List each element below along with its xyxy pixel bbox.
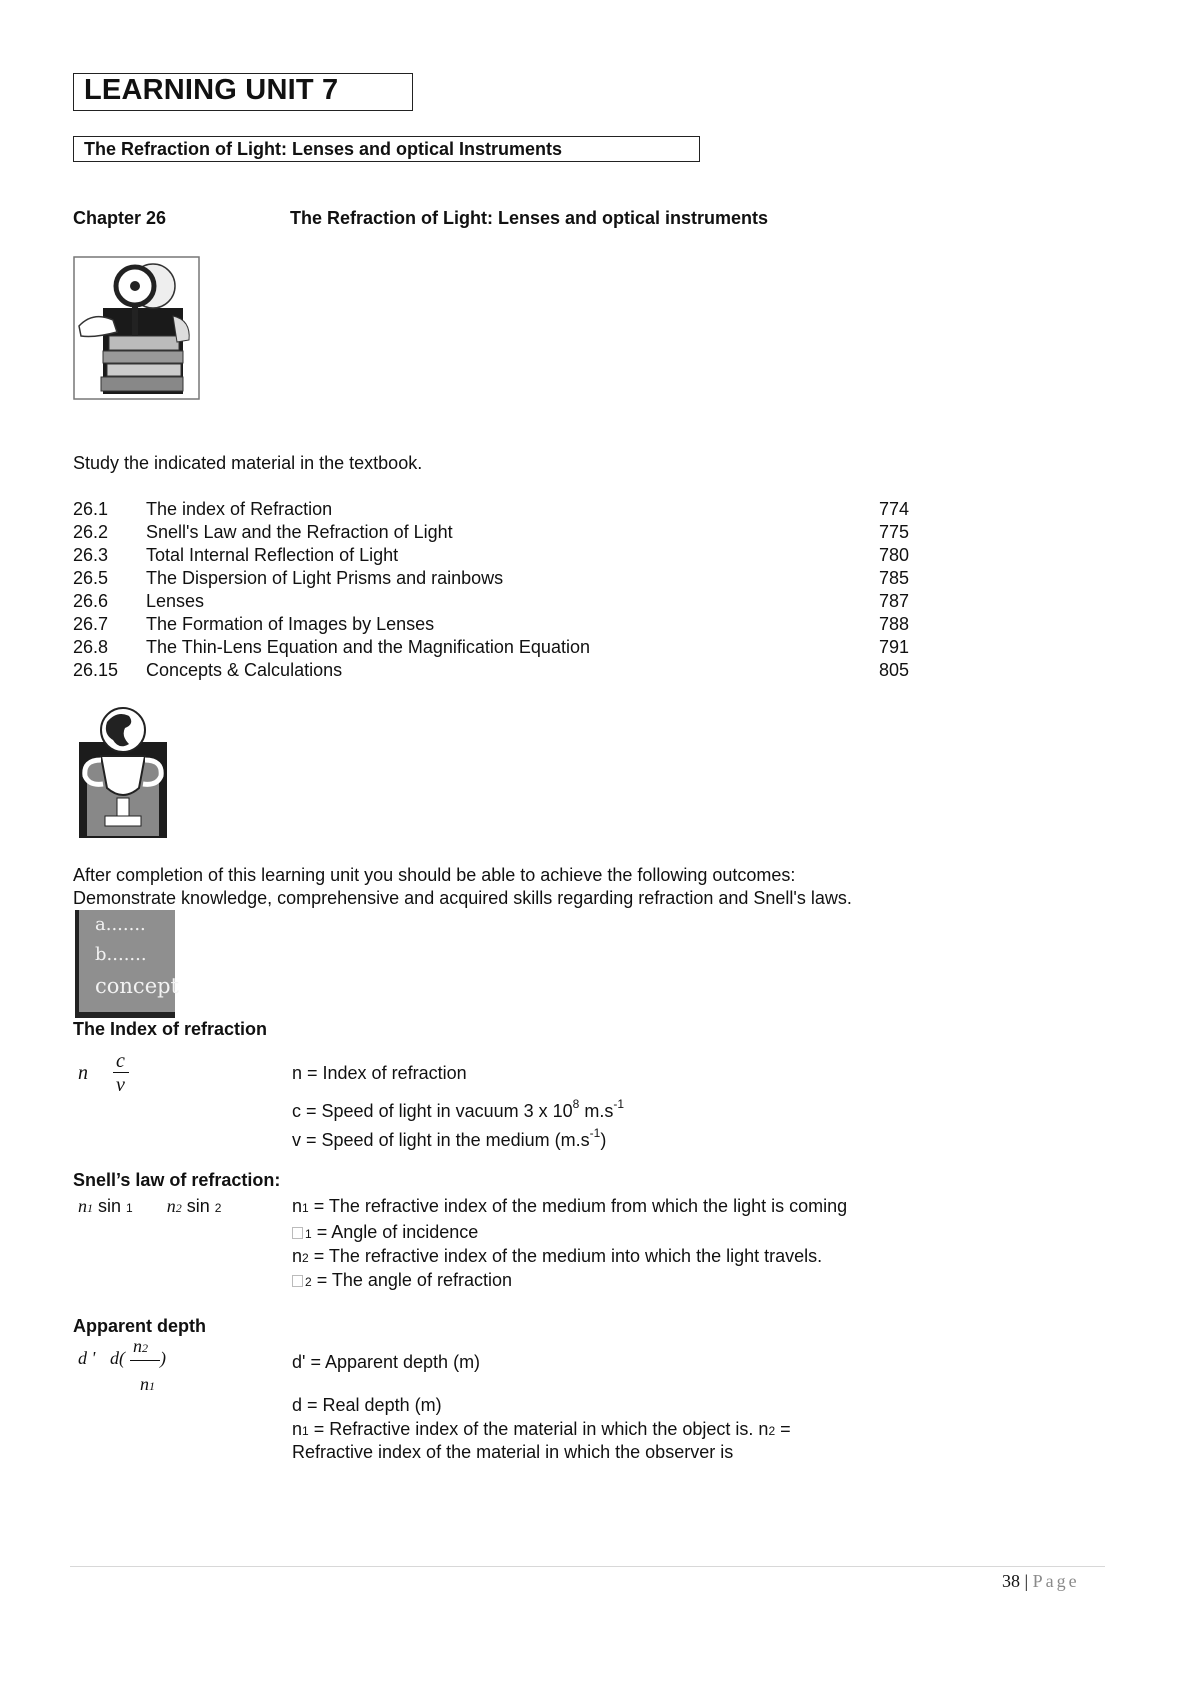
snell-def-1-text: = The refractive index of the medium from which the light is coming bbox=[308, 1196, 848, 1216]
unit-title: LEARNING UNIT 7 bbox=[84, 74, 339, 106]
toc-page: 780 bbox=[879, 545, 910, 565]
toc-item bbox=[0, 614, 1200, 637]
snell-theta1-sub: 1 bbox=[126, 1201, 133, 1215]
toc-page: 791 bbox=[879, 637, 910, 657]
def-c-text: c = Speed of light in vacuum 3 x 10 bbox=[292, 1101, 573, 1121]
toc-number: 26.8 bbox=[73, 637, 109, 657]
depth-formula-close: ) bbox=[160, 1348, 166, 1368]
toc-item bbox=[0, 499, 1200, 522]
toc-page: 775 bbox=[879, 522, 910, 542]
toc-page: 805 bbox=[879, 660, 910, 680]
snell-n1-sub: 1 bbox=[87, 1201, 93, 1215]
def-v-exponent: -1 bbox=[589, 1126, 601, 1140]
depth-num-n: n bbox=[133, 1336, 142, 1356]
study-intro: Study the indicated material in the textbook. bbox=[73, 453, 423, 473]
depth-den-sub: 1 bbox=[149, 1379, 155, 1393]
toc-title: The Thin-Lens Equation and the Magnification Equation bbox=[146, 637, 590, 657]
toc-item bbox=[0, 591, 1200, 614]
depth-def-3 bbox=[292, 1419, 791, 1440]
toc-page: 774 bbox=[879, 499, 910, 519]
toc-title: The Dispersion of Light Prisms and rainbows bbox=[146, 568, 504, 588]
chapter-title: The Refraction of Light: Lenses and optical instruments bbox=[290, 208, 769, 228]
toc-page: 788 bbox=[879, 614, 910, 634]
theta-symbol-icon bbox=[292, 1227, 303, 1239]
depth-def-3-text: = Refractive index of the material in which the object is. n bbox=[308, 1419, 769, 1439]
unit-subtitle: The Refraction of Light: Lenses and optical Instruments bbox=[84, 139, 563, 159]
depth-formula-dprime: d ' bbox=[78, 1348, 96, 1368]
index-formula-n: n bbox=[78, 1062, 88, 1084]
depth-num-sub: 2 bbox=[142, 1341, 148, 1355]
toc-item bbox=[0, 522, 1200, 545]
chapter-label: Chapter 26 bbox=[73, 208, 167, 228]
toc-title: Snell's Law and the Refraction of Light bbox=[146, 522, 453, 542]
depth-formula-den bbox=[140, 1374, 155, 1395]
toc-number: 26.2 bbox=[73, 522, 109, 542]
depth-heading: Apparent depth bbox=[73, 1316, 206, 1336]
snell-n2-sub: 2 bbox=[175, 1201, 182, 1215]
def-c-unit-exponent: -1 bbox=[613, 1097, 625, 1111]
def-c-unit: m.s bbox=[579, 1101, 614, 1121]
toc-item bbox=[0, 568, 1200, 591]
depth-formula bbox=[78, 1336, 188, 1396]
outcomes-trophy-icon bbox=[73, 706, 173, 840]
outcomes-line-1: After completion of this learning unit you should be able to achieve the following outcomes: bbox=[73, 865, 796, 885]
toc-page: 787 bbox=[879, 591, 910, 611]
def-c bbox=[292, 1097, 625, 1122]
depth-def-2: d = Real depth (m) bbox=[292, 1395, 442, 1415]
page-word: Page bbox=[1032, 1571, 1080, 1591]
index-heading: The Index of refraction bbox=[73, 1019, 268, 1039]
depth-def-3-sub2: 2 bbox=[768, 1424, 776, 1438]
snell-def-3-text: = The refractive index of the medium into which the light travels. bbox=[308, 1246, 823, 1266]
toc-item bbox=[0, 637, 1200, 660]
snell-def-3 bbox=[292, 1246, 822, 1267]
concept-icon bbox=[75, 910, 179, 1018]
snell-def-4 bbox=[292, 1270, 512, 1291]
snell-sin1: sin bbox=[93, 1196, 127, 1216]
snell-theta2-sub: 2 bbox=[214, 1201, 222, 1215]
index-formula-bar bbox=[113, 1072, 129, 1073]
snell-heading: Snell’s law of refraction: bbox=[73, 1170, 281, 1190]
index-formula-c: c bbox=[116, 1050, 125, 1072]
concept-icon-b: b....... bbox=[95, 944, 147, 965]
snell-def-4-sub: 2 bbox=[305, 1275, 312, 1289]
snell-def-4-text: = The angle of refraction bbox=[311, 1270, 512, 1290]
footer-divider bbox=[70, 1566, 1105, 1567]
index-formula-v: v bbox=[116, 1074, 125, 1096]
snell-def-2 bbox=[292, 1222, 478, 1243]
def-n: n = Index of refraction bbox=[292, 1063, 467, 1083]
depth-formula-d: d( bbox=[110, 1348, 125, 1368]
toc-item bbox=[0, 545, 1200, 568]
snell-def-1 bbox=[292, 1196, 847, 1217]
snell-formula bbox=[78, 1196, 221, 1217]
footer-separator: | bbox=[1020, 1571, 1033, 1591]
toc-title: The index of Refraction bbox=[146, 499, 333, 519]
def-v-text: v = Speed of light in the medium (m.s bbox=[292, 1130, 590, 1150]
toc-title: Total Internal Reflection of Light bbox=[146, 545, 399, 565]
concept-icon-word: concept bbox=[95, 974, 179, 998]
depth-def-4: Refractive index of the material in which the observer is bbox=[292, 1442, 734, 1462]
toc-title: Lenses bbox=[146, 591, 205, 611]
def-v bbox=[292, 1126, 607, 1151]
depth-def-3-end: = bbox=[775, 1419, 791, 1439]
study-magnifier-icon bbox=[73, 256, 200, 400]
snell-def-1-sub: 1 bbox=[302, 1201, 309, 1215]
depth-formula-bar bbox=[130, 1360, 160, 1361]
page-number: 38 bbox=[1002, 1571, 1020, 1591]
depth-def-3-sub: 1 bbox=[302, 1424, 309, 1438]
toc-item bbox=[0, 660, 1200, 683]
index-formula bbox=[78, 1050, 148, 1100]
depth-def-1: d' = Apparent depth (m) bbox=[292, 1352, 481, 1372]
toc-number: 26.1 bbox=[73, 499, 109, 519]
snell-n2: n bbox=[166, 1196, 176, 1216]
outcomes-line-2: Demonstrate knowledge, comprehensive and acquired skills regarding refraction and Snell's laws. bbox=[73, 888, 852, 908]
toc-list bbox=[0, 499, 1200, 689]
page-footer bbox=[1002, 1571, 1080, 1592]
theta-symbol-icon bbox=[292, 1275, 303, 1287]
snell-sin2: sin bbox=[181, 1196, 215, 1216]
depth-den-n: n bbox=[140, 1374, 149, 1394]
depth-def-3-symbol: n bbox=[292, 1419, 303, 1439]
snell-n1: n bbox=[78, 1196, 87, 1216]
toc-title: The Formation of Images by Lenses bbox=[146, 614, 435, 634]
toc-number: 26.7 bbox=[73, 614, 109, 634]
snell-def-2-text: = Angle of incidence bbox=[311, 1222, 479, 1242]
toc-title: Concepts & Calculations bbox=[146, 660, 343, 680]
snell-def-3-symbol: n bbox=[292, 1246, 303, 1266]
toc-number: 26.15 bbox=[73, 660, 119, 680]
def-c-exponent: 8 bbox=[572, 1097, 580, 1111]
snell-def-1-symbol: n bbox=[292, 1196, 303, 1216]
snell-def-3-sub: 2 bbox=[302, 1251, 309, 1265]
def-v-close: ) bbox=[600, 1130, 607, 1150]
concept-icon-a: a....... bbox=[95, 914, 146, 935]
depth-formula-num bbox=[133, 1336, 148, 1357]
snell-def-2-sub: 1 bbox=[305, 1227, 312, 1241]
toc-number: 26.6 bbox=[73, 591, 109, 611]
toc-page: 785 bbox=[879, 568, 910, 588]
toc-number: 26.5 bbox=[73, 568, 109, 588]
toc-number: 26.3 bbox=[73, 545, 109, 565]
